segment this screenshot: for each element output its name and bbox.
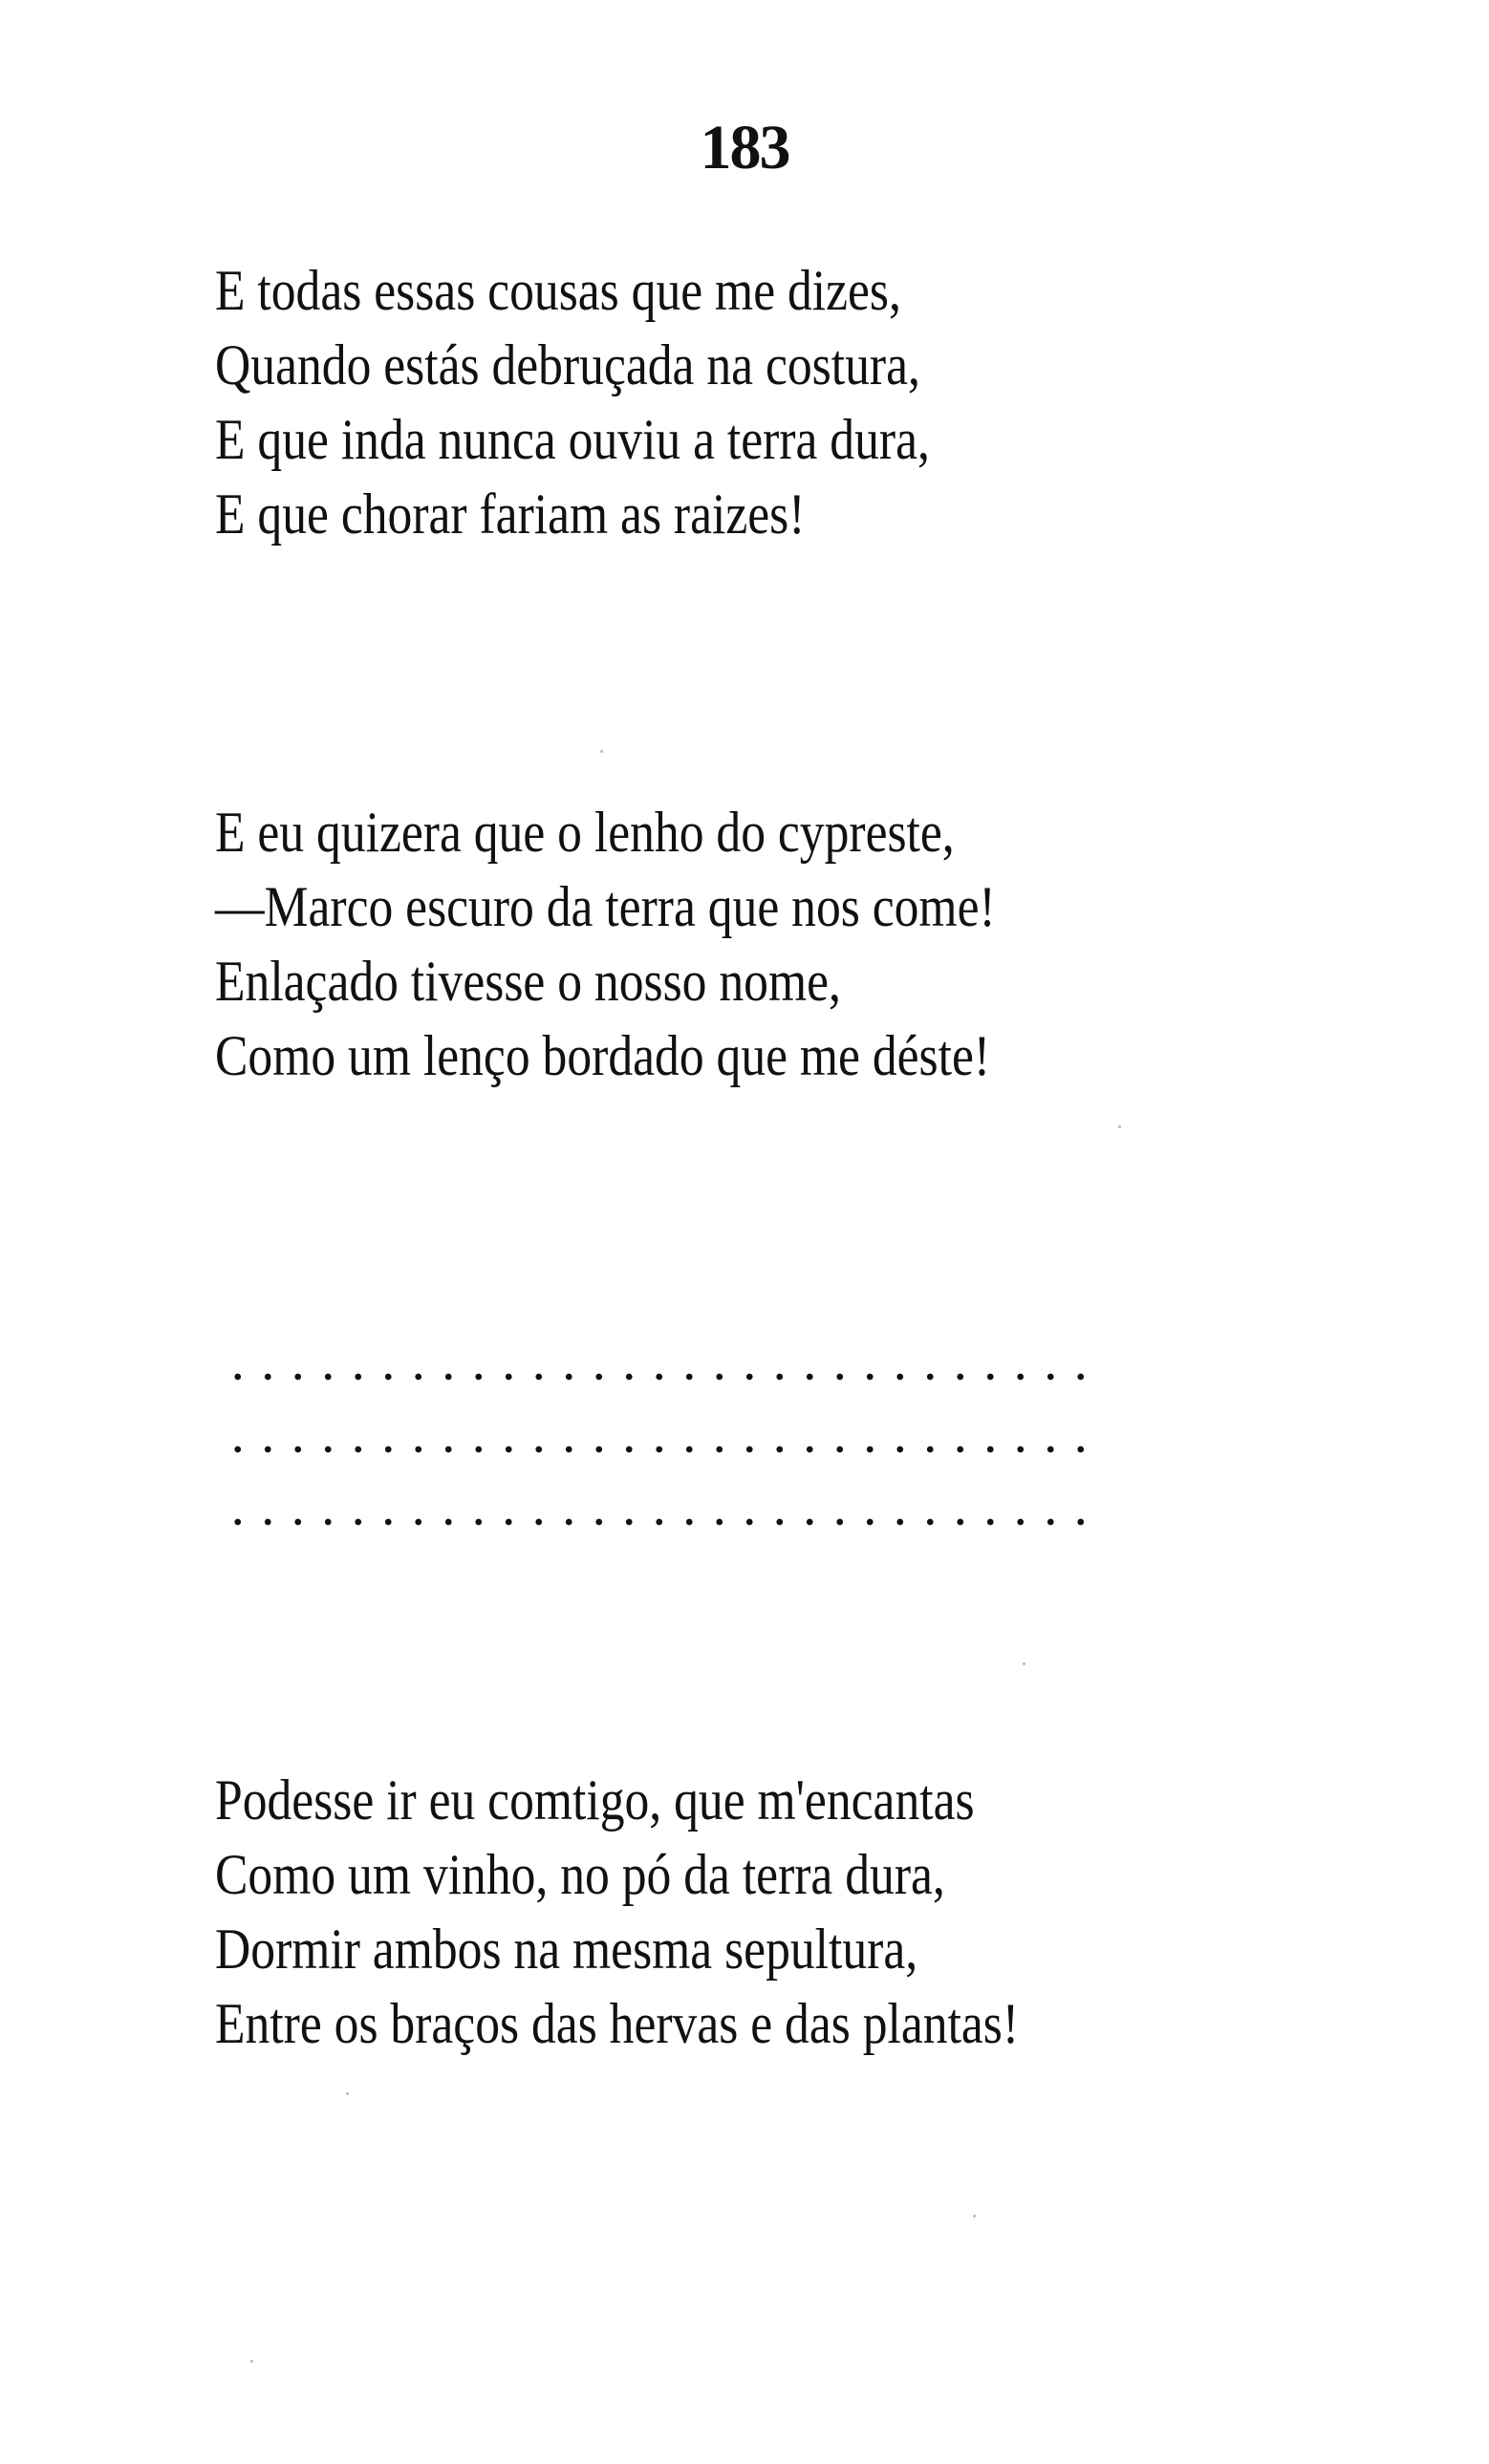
verse-line: E todas essas cousas que me dizes, <box>215 259 901 322</box>
verse-line: Podesse ir eu comtigo, que m'encantas <box>215 1768 975 1832</box>
verse-line: Dormir ambos na mesma sepultura, <box>215 1918 918 1981</box>
verse-line: E eu quizera que o lenho do cypreste, <box>215 801 955 864</box>
scan-speck <box>1023 1662 1025 1665</box>
verse-line: Entre os braços das hervas e das plantas! <box>215 1992 1020 2055</box>
stanza-1 <box>215 253 1047 551</box>
dotted-line <box>223 1342 1102 1415</box>
verse-line: Enlaçado tivesse o nosso nome, <box>215 950 841 1013</box>
verse-line: Como um lenço bordado que me déste! <box>215 1024 991 1087</box>
scan-speck <box>973 2215 976 2218</box>
stanza-3 <box>215 1763 1150 2061</box>
verse-line: E que inda nunca ouviu a terra dura, <box>215 408 930 471</box>
scan-speck <box>250 2360 253 2363</box>
scan-speck <box>1118 1125 1121 1128</box>
scan-speck <box>600 750 603 753</box>
verse-line: —Marco escuro da terra que nos come! <box>215 875 996 938</box>
omitted-stanza-dots <box>223 1342 1102 1560</box>
verse-line: Quando estás debruçada na costura, <box>215 333 920 396</box>
dotted-line <box>223 1415 1102 1488</box>
scan-speck <box>346 2092 349 2095</box>
verse-line: Como um vinho, no pó da terra dura, <box>215 1843 945 1906</box>
page-number: 183 <box>700 113 789 182</box>
stanza-2 <box>215 795 1123 1093</box>
verse-line: E que chorar fariam as raizes! <box>215 482 806 546</box>
dotted-line <box>223 1488 1102 1560</box>
